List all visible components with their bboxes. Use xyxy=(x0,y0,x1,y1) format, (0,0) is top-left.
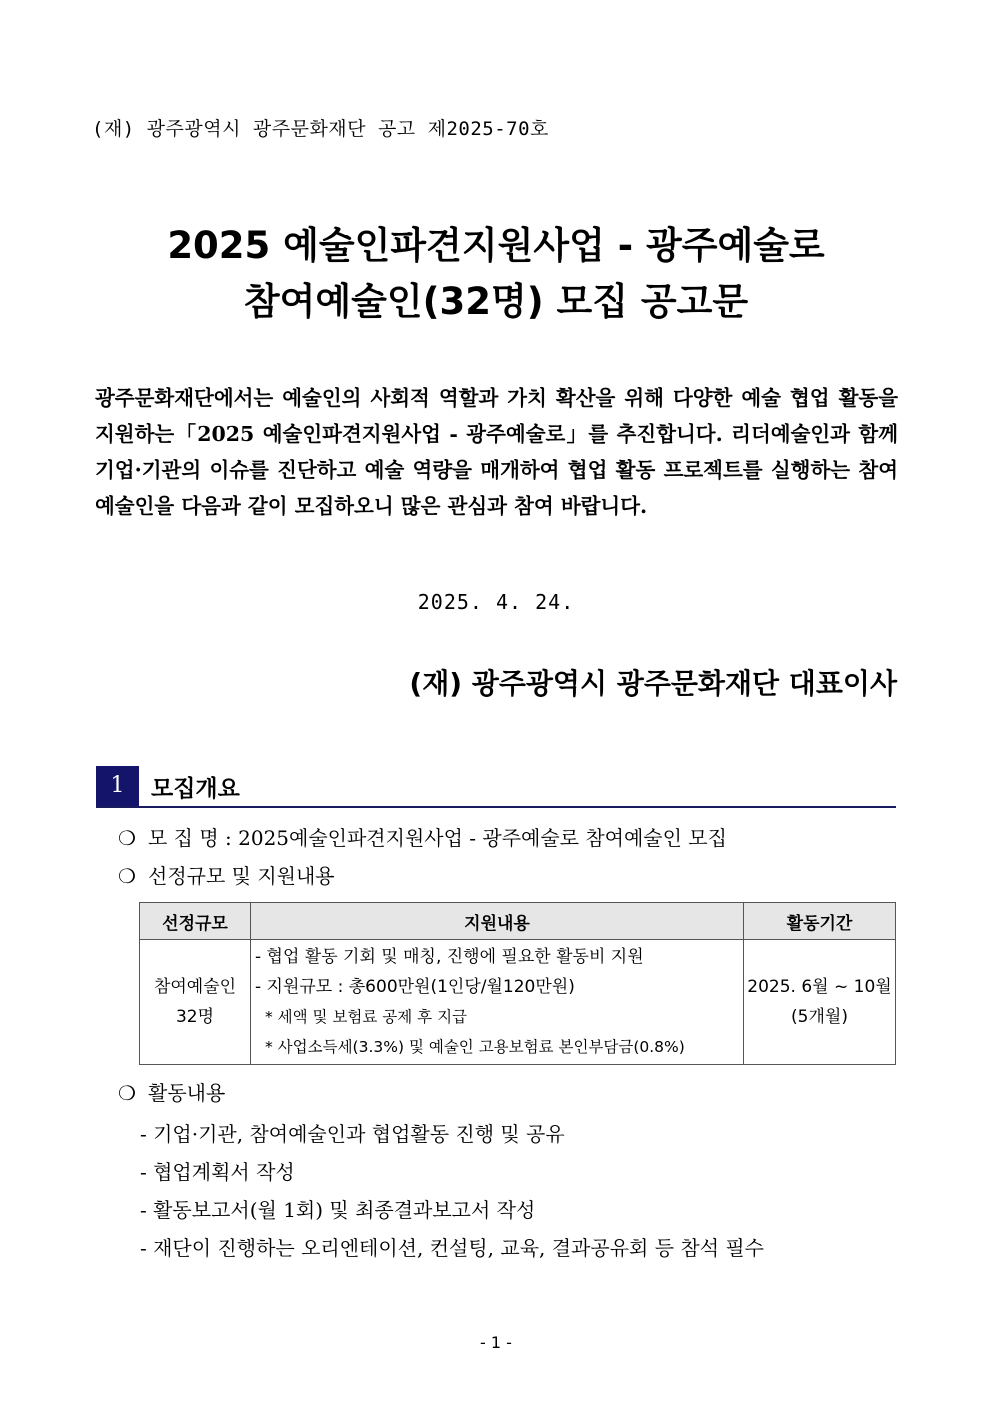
content-note: * 사업소득세(3.3%) 및 예술인 고용보험료 본인부담금(0.8%) xyxy=(265,1038,685,1056)
title-line-1: 2025 예술인파견지원사업 - 광주예술로 xyxy=(167,224,825,267)
bullet-circle-icon: ❍ xyxy=(118,864,136,888)
table-row xyxy=(140,940,896,1065)
content-line: - 협업 활동 기회 및 매칭, 진행에 필요한 활동비 지원 xyxy=(255,947,644,967)
cell-content xyxy=(251,940,744,1065)
bullet-selection-scale xyxy=(118,860,335,889)
period-line-2: (5개월) xyxy=(791,1007,848,1027)
support-table xyxy=(139,902,896,1065)
content-line: - 지원규모 : 총600만원(1인당/월120만원) xyxy=(255,977,575,997)
activity-item: - 협업계획서 작성 xyxy=(140,1160,295,1184)
table-header-row xyxy=(140,903,896,940)
section-title: 모집개요 xyxy=(151,775,240,802)
content-note: * 세액 및 보험료 공제 후 지급 xyxy=(265,1008,468,1026)
section-header xyxy=(96,766,896,808)
bullet-text: 모 집 명 : 2025예술인파견지원사업 - 광주예술로 참여예술인 모집 xyxy=(148,826,727,850)
page-title xyxy=(0,218,992,330)
header-content: 지원내용 xyxy=(251,903,744,940)
scale-line-1: 참여예술인 xyxy=(153,977,237,997)
title-line-2: 참여예술인(32명) 모집 공고문 xyxy=(243,280,749,323)
intro-paragraph: 광주문화재단에서는 예술인의 사회적 역할과 가치 확산을 위해 다양한 예술 협업 활동을 지원하는「2025 예술인파견지원사업 - 광주예술로」를 추진합니다. 리더예술인과 함께 기업·기관의 이슈를 진단하고 예술 역량을 매개하여 협업 활동 프로젝트를 실행하는 참여예술인을 다음과 같이 모집하오니 많은 관심과 참여 바랍니다. xyxy=(95,386,898,518)
notice-number: (재) 광주광역시 광주문화재단 공고 제2025-70호 xyxy=(92,118,549,140)
bullet-text: 선정규모 및 지원내용 xyxy=(148,864,335,888)
bullet-activities xyxy=(118,1077,225,1106)
cell-scale xyxy=(140,940,251,1065)
notice-date: 2025. 4. 24. xyxy=(417,590,575,614)
activity-item: - 기업·기관, 참여예술인과 협업활동 진행 및 공유 xyxy=(140,1122,565,1146)
bullet-text: 활동내용 xyxy=(148,1081,226,1105)
header-scale: 선정규모 xyxy=(140,903,251,940)
activity-item: - 활동보고서(월 1회) 및 최종결과보고서 작성 xyxy=(140,1198,536,1222)
bullet-circle-icon: ❍ xyxy=(118,826,136,850)
cell-period xyxy=(744,940,896,1065)
period-line-1: 2025. 6월 ~ 10월 xyxy=(747,977,892,997)
section-number: 1 xyxy=(96,766,139,806)
scale-line-2: 32명 xyxy=(175,1007,215,1027)
organization-signature: (재) 광주광역시 광주문화재단 대표이사 xyxy=(409,667,897,700)
bullet-recruitment-name xyxy=(118,822,727,851)
header-period: 활동기간 xyxy=(744,903,896,940)
activity-item: - 재단이 진행하는 오리엔테이션, 컨설팅, 교육, 결과공유회 등 참석 필수 xyxy=(140,1236,765,1260)
page-number: - 1 - xyxy=(480,1333,512,1352)
bullet-circle-icon: ❍ xyxy=(118,1081,136,1105)
